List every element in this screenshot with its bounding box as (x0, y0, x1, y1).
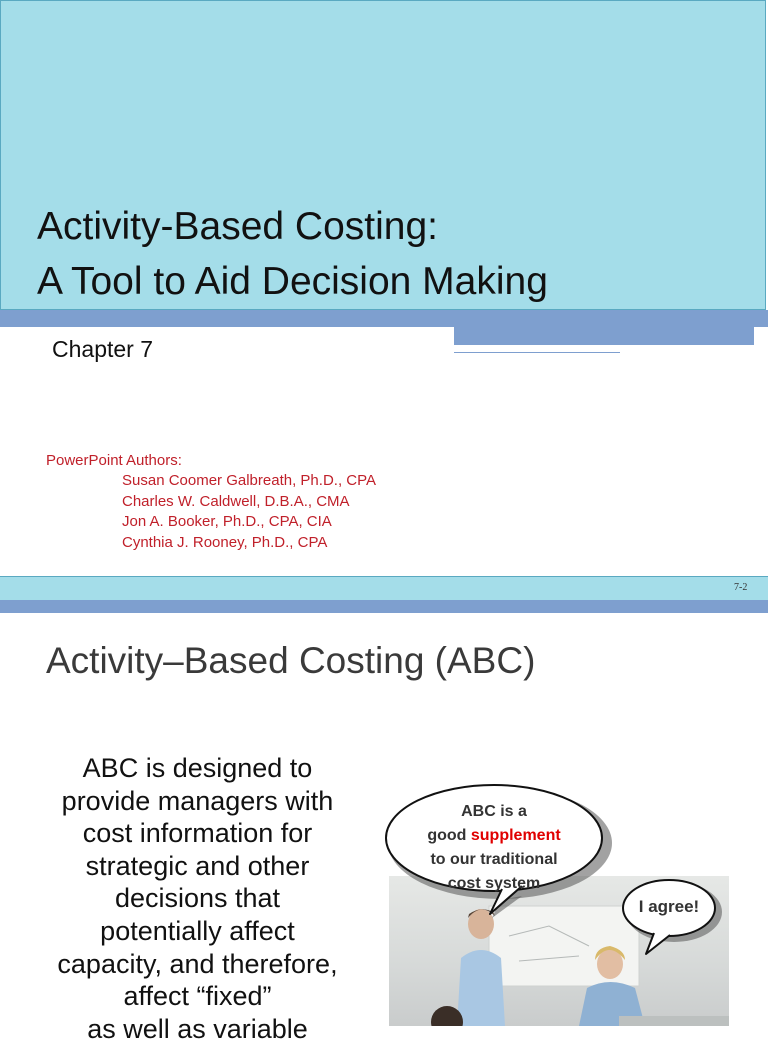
body-paragraph (30, 752, 365, 1045)
slide2-heading: Activity–Based Costing (ABC) (46, 640, 536, 681)
bubble-line (402, 824, 586, 848)
bubble-line: ABC is a (461, 803, 527, 820)
author-name: Cynthia J. Rooney, Ph.D., CPA (122, 534, 328, 551)
slide-title-line-1: Activity-Based Costing: (37, 205, 438, 248)
body-line: ABC is designed to (82, 753, 313, 783)
divider-thin-line (454, 352, 620, 353)
author-name: Jon A. Booker, Ph.D., CPA, CIA (122, 513, 332, 530)
slide-title-line-2: A Tool to Aid Decision Making (37, 260, 548, 303)
divider-band (0, 310, 768, 327)
title-box (0, 0, 766, 310)
authors-label: PowerPoint Authors: (46, 452, 182, 469)
body-line: decisions that (114, 883, 281, 914)
slide2-divider-band (0, 600, 768, 613)
bubble-line-prefix: good (427, 827, 471, 844)
body-line: potentially affect (100, 915, 295, 946)
body-line: affect “fixed” (123, 981, 272, 1012)
speech-bubble-2-text: I agree! (638, 897, 700, 916)
divider-band-right (454, 327, 754, 345)
body-line: as well as variable (87, 1013, 308, 1044)
bubble-line: cost system (447, 875, 541, 892)
slide2-header-box (0, 576, 768, 600)
author-name: Susan Coomer Galbreath, Ph.D., CPA (122, 472, 377, 489)
body-line: strategic and other (85, 850, 310, 881)
author-name: Charles W. Caldwell, D.B.A., CMA (122, 493, 350, 510)
slide-title (37, 199, 548, 309)
page-number: 7-2 (734, 582, 748, 593)
speech-bubble-1-text (402, 800, 586, 896)
supplement-highlight: supplement (470, 827, 561, 844)
body-line: cost information for (82, 818, 313, 849)
chapter-label: Chapter 7 (52, 336, 154, 362)
body-line: provide managers with (61, 785, 334, 816)
body-line: capacity, and therefore, (57, 948, 338, 979)
bubble-line: to our traditional (430, 851, 558, 868)
